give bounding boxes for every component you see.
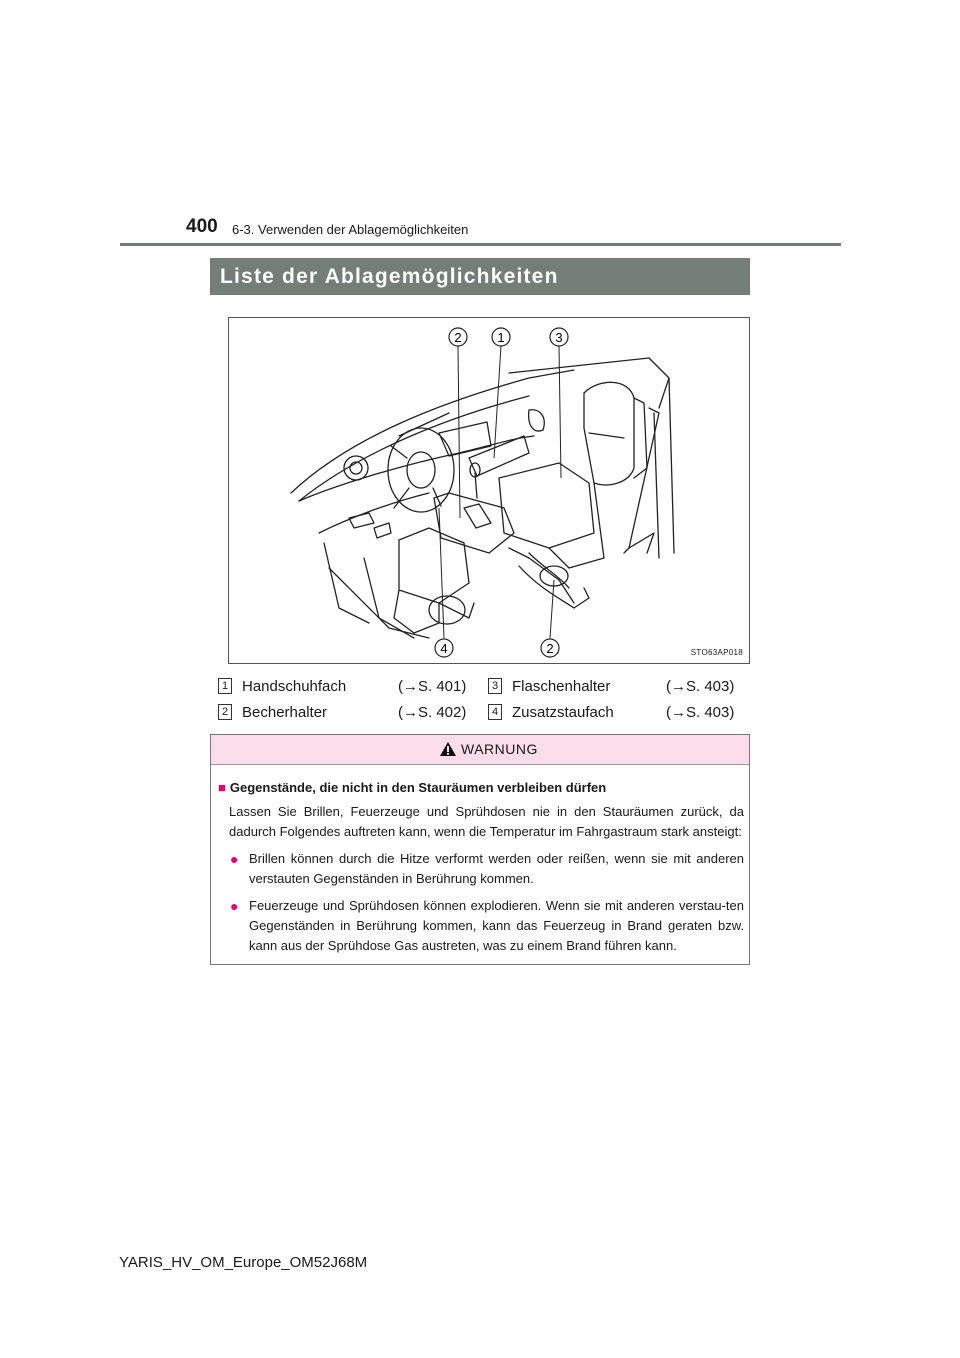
legend-number: 3 [488,678,502,694]
warning-box [210,734,750,965]
legend-label: Handschuhfach [242,678,347,695]
callout-label-1: 1 [497,330,505,345]
document-footer: YARIS_HV_OM_Europe_OM52J68M [119,1254,368,1271]
page-number: 400 [186,216,218,237]
legend-number: 2 [218,704,232,720]
section-title: Liste der Ablagemöglichkeiten [210,258,750,295]
warning-body [218,778,744,956]
warning-heading-row [218,778,744,798]
warning-intro: Lassen Sie Brillen, Feuerzeuge und Sprühdosen nie in den Stauräumen zurück, da dadurch Folgendes auftreten kann, wenn die Temperatur im Fahrgastraum stark ansteigt: [229,804,744,839]
interior-illustration [228,317,750,664]
legend-label: Flaschenhalter [512,678,611,695]
warning-heading: Gegenstände, die nicht in den Stauräumen verbleiben dürfen [229,780,607,795]
callout-label-2a: 2 [454,330,462,345]
warning-header [211,735,749,765]
legend-page-ref[interactable]: (→S. 402) [398,704,467,721]
legend-label: Becherhalter [242,704,328,721]
car-interior-drawing [229,318,750,664]
section-reference: 6-3. Verwenden der Ablagemöglichkeiten [232,222,469,237]
figure-code: STO63AP018 [690,648,743,657]
legend-number: 1 [218,678,232,694]
warning-title: WARNUNG [461,741,538,757]
legend-number: 4 [488,704,502,720]
bullet-dot-icon: ● [230,851,239,867]
warning-triangle-icon [439,741,457,757]
header-divider [120,243,841,246]
warning-bullet [218,849,744,889]
legend-page-ref[interactable]: (→S. 403) [666,704,735,721]
legend-label: Zusatzstaufach [512,704,614,721]
callout-label-3: 3 [555,330,563,345]
callout-label-2b: 2 [546,641,554,656]
legend-page-ref[interactable]: (→S. 403) [666,678,735,695]
warning-bullet [218,896,744,956]
warning-bullet-text: Brillen können durch die Hitze verformt werden oder reißen, wenn sie mit anderen verstauten Gegenständen in Berührung kommen. [249,851,744,886]
warning-bullet-text: Feuerzeuge und Sprühdosen können explodieren. Wenn sie mit anderen verstau-ten Gegenständen in Berührung kommen, kann das Feuerzeug in Brand geraten bzw. kann aus der Sprühdose Gas austreten, was zu einem Brand führen kann. [249,898,744,953]
callout-label-4: 4 [440,641,448,656]
square-bullet-icon: ■ [218,780,226,795]
bullet-dot-icon: ● [230,898,239,914]
legend-page-ref[interactable]: (→S. 401) [398,678,467,695]
